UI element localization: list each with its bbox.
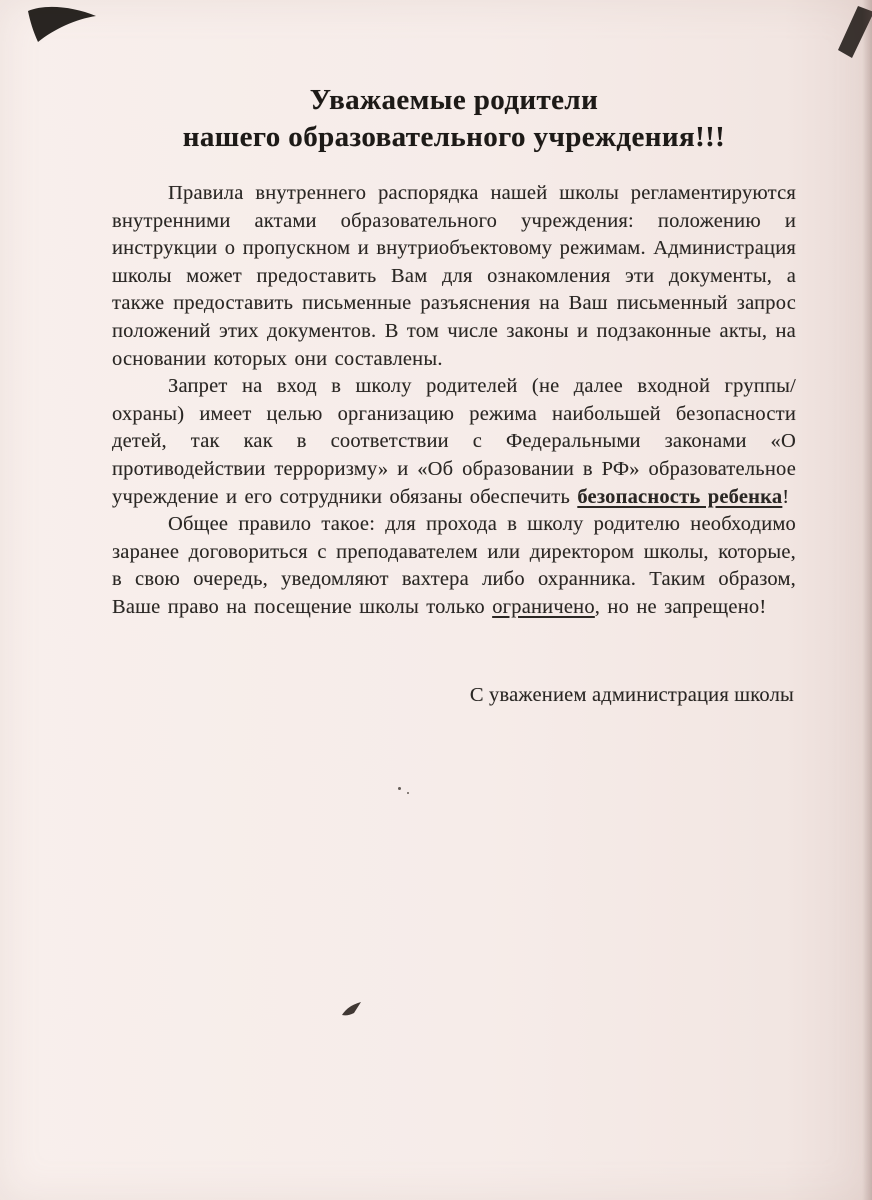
document-body: [112, 180, 796, 622]
document-content: [112, 82, 796, 707]
paragraph-segment: ограничено: [492, 595, 595, 618]
paragraph: [112, 373, 796, 511]
paragraph-segment: безопасность ребенка: [577, 485, 783, 508]
scan-edge-shadow: [862, 0, 872, 1200]
scan-mark-top-left: [24, 2, 104, 46]
scan-speck: [407, 792, 409, 794]
paragraph-segment: Запрет на вход в школу родителей (не далее входной группы/охраны) имеет целью организацию режима наибольшей безопасности детей, так как в соответствии с Федеральными законами «О противодействии терроризму» и «Об образовании в РФ» образовательное учреждение и его сотрудники обязаны обеспечить: [112, 375, 796, 508]
paragraph-segment: !: [782, 485, 790, 508]
paragraph: [112, 180, 796, 373]
scan-speck: [398, 787, 401, 790]
paragraph-segment: Общее правило такое: для прохода в школу родителю необходимо заранее договориться с преподавателем или директором школы, которые, в свою очередь, уведомляют вахтера либо охранника. Таким образом, Ваше право на посещение школы только: [112, 513, 796, 618]
scan-mark-bottom: [340, 1000, 364, 1020]
title-line-2: нашего образовательного учреждения!!!: [182, 121, 726, 153]
paragraph-segment: Правила внутреннего распорядка нашей школы регламентируются внутренними актами образовательного учреждения: положению и инструкции о пропускном и внутриобъектовому режимам. Администрация школы может предоставить Вам для ознакомления эти документы, а также предоставить письменные разъяснения на Ваш письменный запрос положений этих документов. В том числе законы и подзаконные акты, на основании которых они составлены.: [112, 182, 796, 370]
scan-mark-top-right: [828, 4, 872, 62]
signature-line: С уважением администрация школы: [469, 683, 794, 706]
paragraph: [112, 511, 796, 621]
paragraph-segment: , но не запрещено!: [594, 595, 767, 618]
document-title: [112, 82, 796, 156]
title-line-1: Уважаемые родители: [309, 84, 599, 116]
